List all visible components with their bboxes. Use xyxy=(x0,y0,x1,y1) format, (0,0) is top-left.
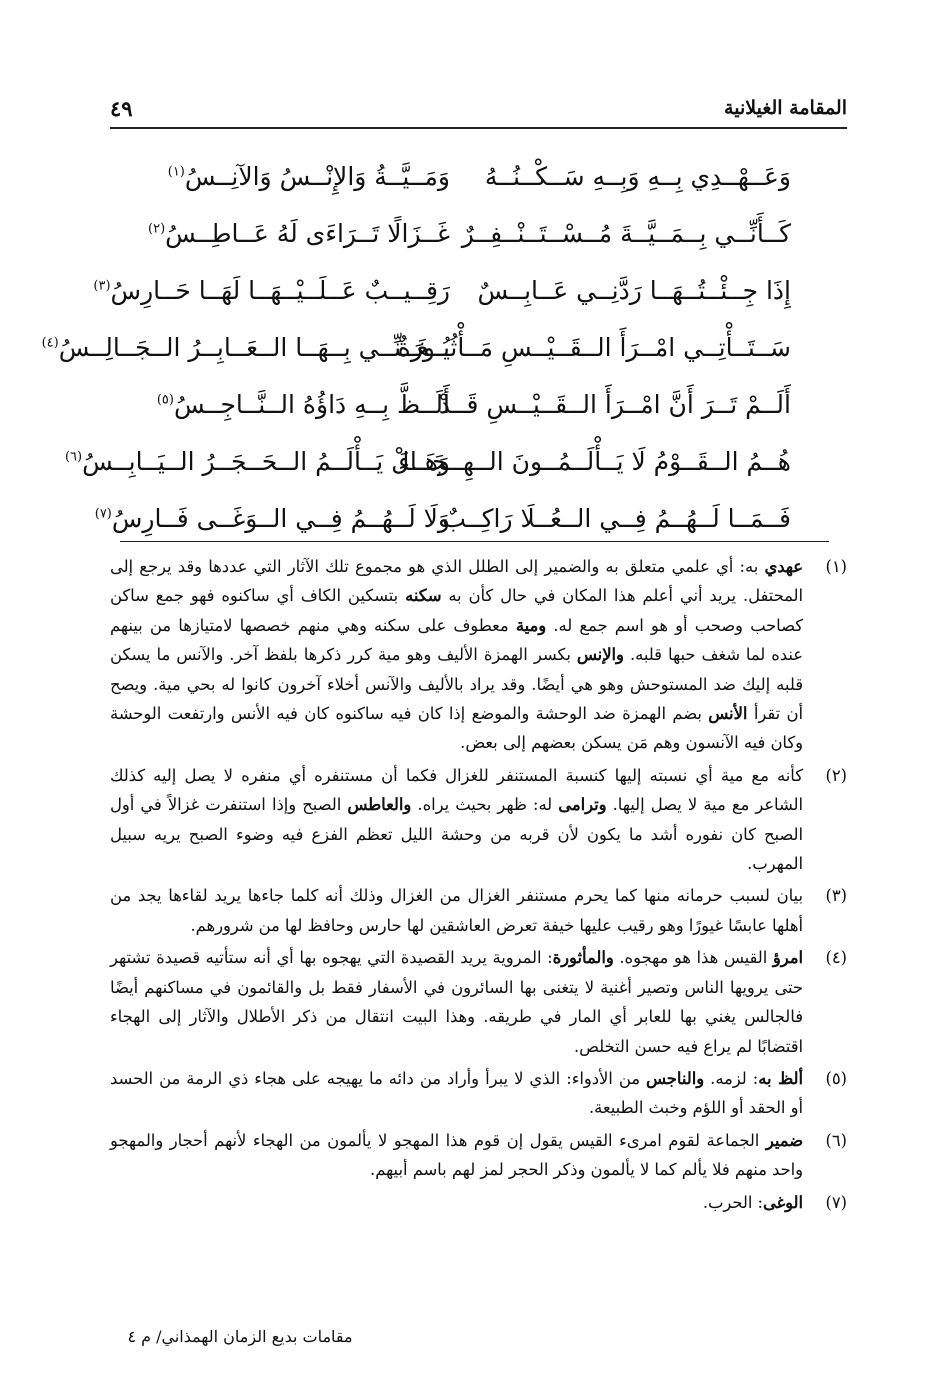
first-hemistich: أَلَــمْ تَــرَ أَنَّ امْــرَأَ الــقَــيْــسِ قَــدْ xyxy=(438,389,791,419)
running-header xyxy=(110,88,847,128)
footnote-gloss: معطوف على سكنه وهي منهم خصصها لامتيازها من بينهم عنده لما شغف حبها قلبه. xyxy=(110,615,803,665)
footnote-term: الأنس xyxy=(708,704,748,724)
footnotes xyxy=(110,552,847,1220)
footnote-text xyxy=(110,1064,803,1123)
second-hemistich-text: رَقِــيــبٌ عَــلَــيْــهَــا لَهَــا حَــارِسُ xyxy=(110,275,450,305)
footnote-gloss: به: أي علمي متعلق به والضمير إلى الطلل الذي هو مجموع تلك الآثار التي عددها وقد يرجع إلى المحتفل. يريد أني أعلم هذا المكان في حال كأن به xyxy=(110,557,803,606)
second-hemistich-text: وَهَــلْ يَــأْلَــمُ الــحَــجَــرُ الــيَــابِــسُ xyxy=(82,446,450,476)
footnote xyxy=(110,1126,847,1185)
verse-line xyxy=(150,148,791,205)
second-hemistich xyxy=(150,162,450,192)
footnote-number: (٧) xyxy=(825,1192,847,1212)
footnote-ref: (٣) xyxy=(93,278,111,294)
footnote-term: والإنس xyxy=(576,645,624,665)
footnote-term: ألظ به xyxy=(758,1068,803,1088)
footnote-gloss: الجماعة لقوم امرىء القيس يقول إن قوم هذا المهجو لا يألمون من الهجاء لأنهم أحجار والمهجو واحد منهم فلا يألم كما لا يألمون وذكر الحجر لمز لهم باسم أبيهم. xyxy=(110,1130,803,1180)
footnote-number: (٢) xyxy=(825,765,847,785)
footnote-gloss: : الحرب. xyxy=(702,1192,764,1212)
second-hemistich xyxy=(41,332,450,363)
footnote-gloss: : لزمه. xyxy=(704,1068,759,1088)
footnote-term: والمأثورة xyxy=(552,948,614,968)
footnote-number: (٥) xyxy=(825,1068,847,1088)
footnote-number: (٣) xyxy=(825,886,847,906)
first-hemistich: كَــأَنِّــي بِــمَــيَّــةَ مُــسْــتَــنْــفِــرٌ xyxy=(461,218,791,248)
footnote-gloss: بكسر الهمزة الأليف وهو مية كرر ذكرها بلفظ آخر. والآنس ما يسكن قلبه إليك ضد المستوحش وهو هي أيضًا. وقد يراد بالأليف والآنس أخلاء آخرون كانوا له بحي مية. ويصح أن تقرأ xyxy=(110,645,803,724)
footnote-term: امرؤ xyxy=(772,948,803,968)
footnote-number: (٤) xyxy=(825,948,847,968)
second-hemistich-text: أَلَــظَّ بِــهِ دَاؤُهُ الــنَّــاجِــسُ xyxy=(173,389,450,419)
second-hemistich-text: غَــزَالًا تَــرَاءَى لَهُ عَــاطِــسُ xyxy=(165,218,450,248)
footnote-gloss: له: ظهر بحيث يراه. xyxy=(411,795,559,815)
second-hemistich xyxy=(93,275,450,306)
footnote-text xyxy=(110,1188,803,1217)
footnote-ref: (٧) xyxy=(94,506,112,522)
footnote-text xyxy=(110,552,803,758)
footnote-text xyxy=(110,943,803,1061)
footnote-ref: (١) xyxy=(167,164,185,180)
footnote-gloss: : المروية يريد القصيدة التي يهجوه بها أي أنه ستأتيه قصيدة تشتهر حتى يرويها الناس وتصير أغنية لا يتغنى بها السائرون في الأسفار فقط بل والقائمون في مساكنهم أيضًا فالجالس يغني بها للعابر أي المار في طريقه. وهذا البيت انتقال من ذكر الأطلال والآثار إلى الهجاء اقتضابًا لم يراع فيه حسن التخلص. xyxy=(110,948,803,1056)
poem xyxy=(41,148,791,547)
second-hemistich-text: يُــغَــنِّــي بِــهَــا الــعَــابِــرُ الــجَــالِــسُ xyxy=(58,332,450,362)
footnote-term: والعاطس xyxy=(347,795,412,815)
first-hemistich: فَــمَــا لَــهُــمُ فِــي الــعُــلَا رَاكِــبٌ xyxy=(442,503,791,533)
first-hemistich: هُــمُ الــقَــوْمُ لَا يَــأْلَــمُــونَ الــهِــجَــاءَ xyxy=(398,446,791,476)
footnote-term: سكنه xyxy=(405,586,442,606)
second-hemistich xyxy=(150,219,450,249)
first-hemistich: سَــتَــأْتِــي امْــرَأَ الــقَــيْــسِ مَــأْثُــورَةٌ xyxy=(397,332,791,362)
footnote xyxy=(110,761,847,879)
chapter-title: المقامة الغيلانية xyxy=(724,97,847,119)
footnote-gloss: الصبح وإذا استنفرت غزالاً في أول الصبح كان نفوره أشد ما يكون لأن قربه من وحشة الليل تعظم الفزع فيه وضوء الصبح يريه سبيل المهرب. xyxy=(110,795,803,874)
footnote-number: (٦) xyxy=(825,1130,847,1150)
footnote-gloss: كأنه مع مية أي نسبته إليها كنسبة المستنفر للغزال فكما أن مستنفره أي منفره لا يصل إليه كذلك الشاعر مع مية لا يصل إليها. xyxy=(110,765,804,815)
footnote-text xyxy=(110,881,803,940)
page-number: ٤٩ xyxy=(110,95,133,121)
footnote xyxy=(110,943,847,1061)
first-hemistich: وَعَــهْــدِي بِــهِ وَبِــهِ سَــكْــنُــهُ xyxy=(484,161,791,191)
footnote-ref: (٤) xyxy=(41,335,59,351)
second-hemistich-text: وَلَا لَــهُــمُ فِــي الــوَغَــى فَــارِسُ xyxy=(111,503,450,533)
footnote xyxy=(110,881,847,940)
footnote-term: والناجس xyxy=(646,1068,705,1088)
footnote-number: (١) xyxy=(825,557,847,576)
footnote-text xyxy=(110,1126,803,1185)
page-footer xyxy=(110,1318,847,1354)
footnote-term: ضمير xyxy=(765,1130,803,1150)
verse-line xyxy=(94,490,791,547)
footnote-ref: (٥) xyxy=(156,392,174,408)
footnote-gloss: من الأدواء: الذي لا يبرأ وأراد من دائه ما يهيجه على هجاء ذي الرمة من الحسد أو الحقد أو اللؤم وخبث الطبيعة. xyxy=(110,1068,803,1118)
footnote-gloss: بيان لسبب حرمانه منها كما يحرم مستنفر الغزال من الغزال وذلك أنه كلما جاءها يريد لقاءها يجد من أهلها عابسًا غيورًا وهو رقيب عليها خيفة تعرض العاشقين لها حارس وحافظ لها من شرورهم. xyxy=(110,886,803,935)
first-hemistich: إِذَا جِــئْــتُــهَــا رَدَّنِــي عَــابِــسٌ xyxy=(477,275,791,305)
footnote xyxy=(110,1064,847,1123)
footnote-gloss: بتسكين الكاف أي ساكنوه فهو جمع ساكن كصاحب وصحب أو هو اسم جمع له. xyxy=(110,586,804,635)
second-hemistich xyxy=(150,390,450,420)
footnote xyxy=(110,552,847,758)
second-hemistich-text: وَمَــيَّــةُ وَالإِنْــسُ وَالآنِــسُ xyxy=(184,161,450,191)
verse-line xyxy=(150,205,791,262)
footnote-separator xyxy=(120,541,829,542)
footnote-ref: (٦) xyxy=(64,449,83,465)
footnote-text xyxy=(110,761,803,879)
verse-line xyxy=(64,433,791,490)
footnote-gloss: بضم الهمزة ضد الوحشة والموضع إذا كان فيه ساكنوه كان فيه الأنس وارتفعت الوحشة وكان فيه الآنسون وهم مَن يسكن بعضهم إلى بعض. xyxy=(110,704,803,753)
footnote-term: الوغى xyxy=(763,1192,803,1212)
verse-line xyxy=(41,319,791,376)
signature-mark: مقامات بديع الزمان الهمذاني/ م ٤ xyxy=(127,1326,353,1346)
verse-line xyxy=(93,262,791,319)
footnote-term: وترامى xyxy=(558,795,607,815)
header-rule xyxy=(110,127,847,129)
second-hemistich xyxy=(94,503,450,534)
footnote-term: ومية xyxy=(515,615,547,635)
footnote xyxy=(110,1188,847,1217)
footnote-term: عهدي xyxy=(764,557,803,576)
verse-line xyxy=(150,376,791,433)
footnote-ref: (٢) xyxy=(148,221,166,237)
second-hemistich xyxy=(64,446,450,477)
footnote-gloss: القيس هذا هو مهجوه. xyxy=(613,948,773,968)
